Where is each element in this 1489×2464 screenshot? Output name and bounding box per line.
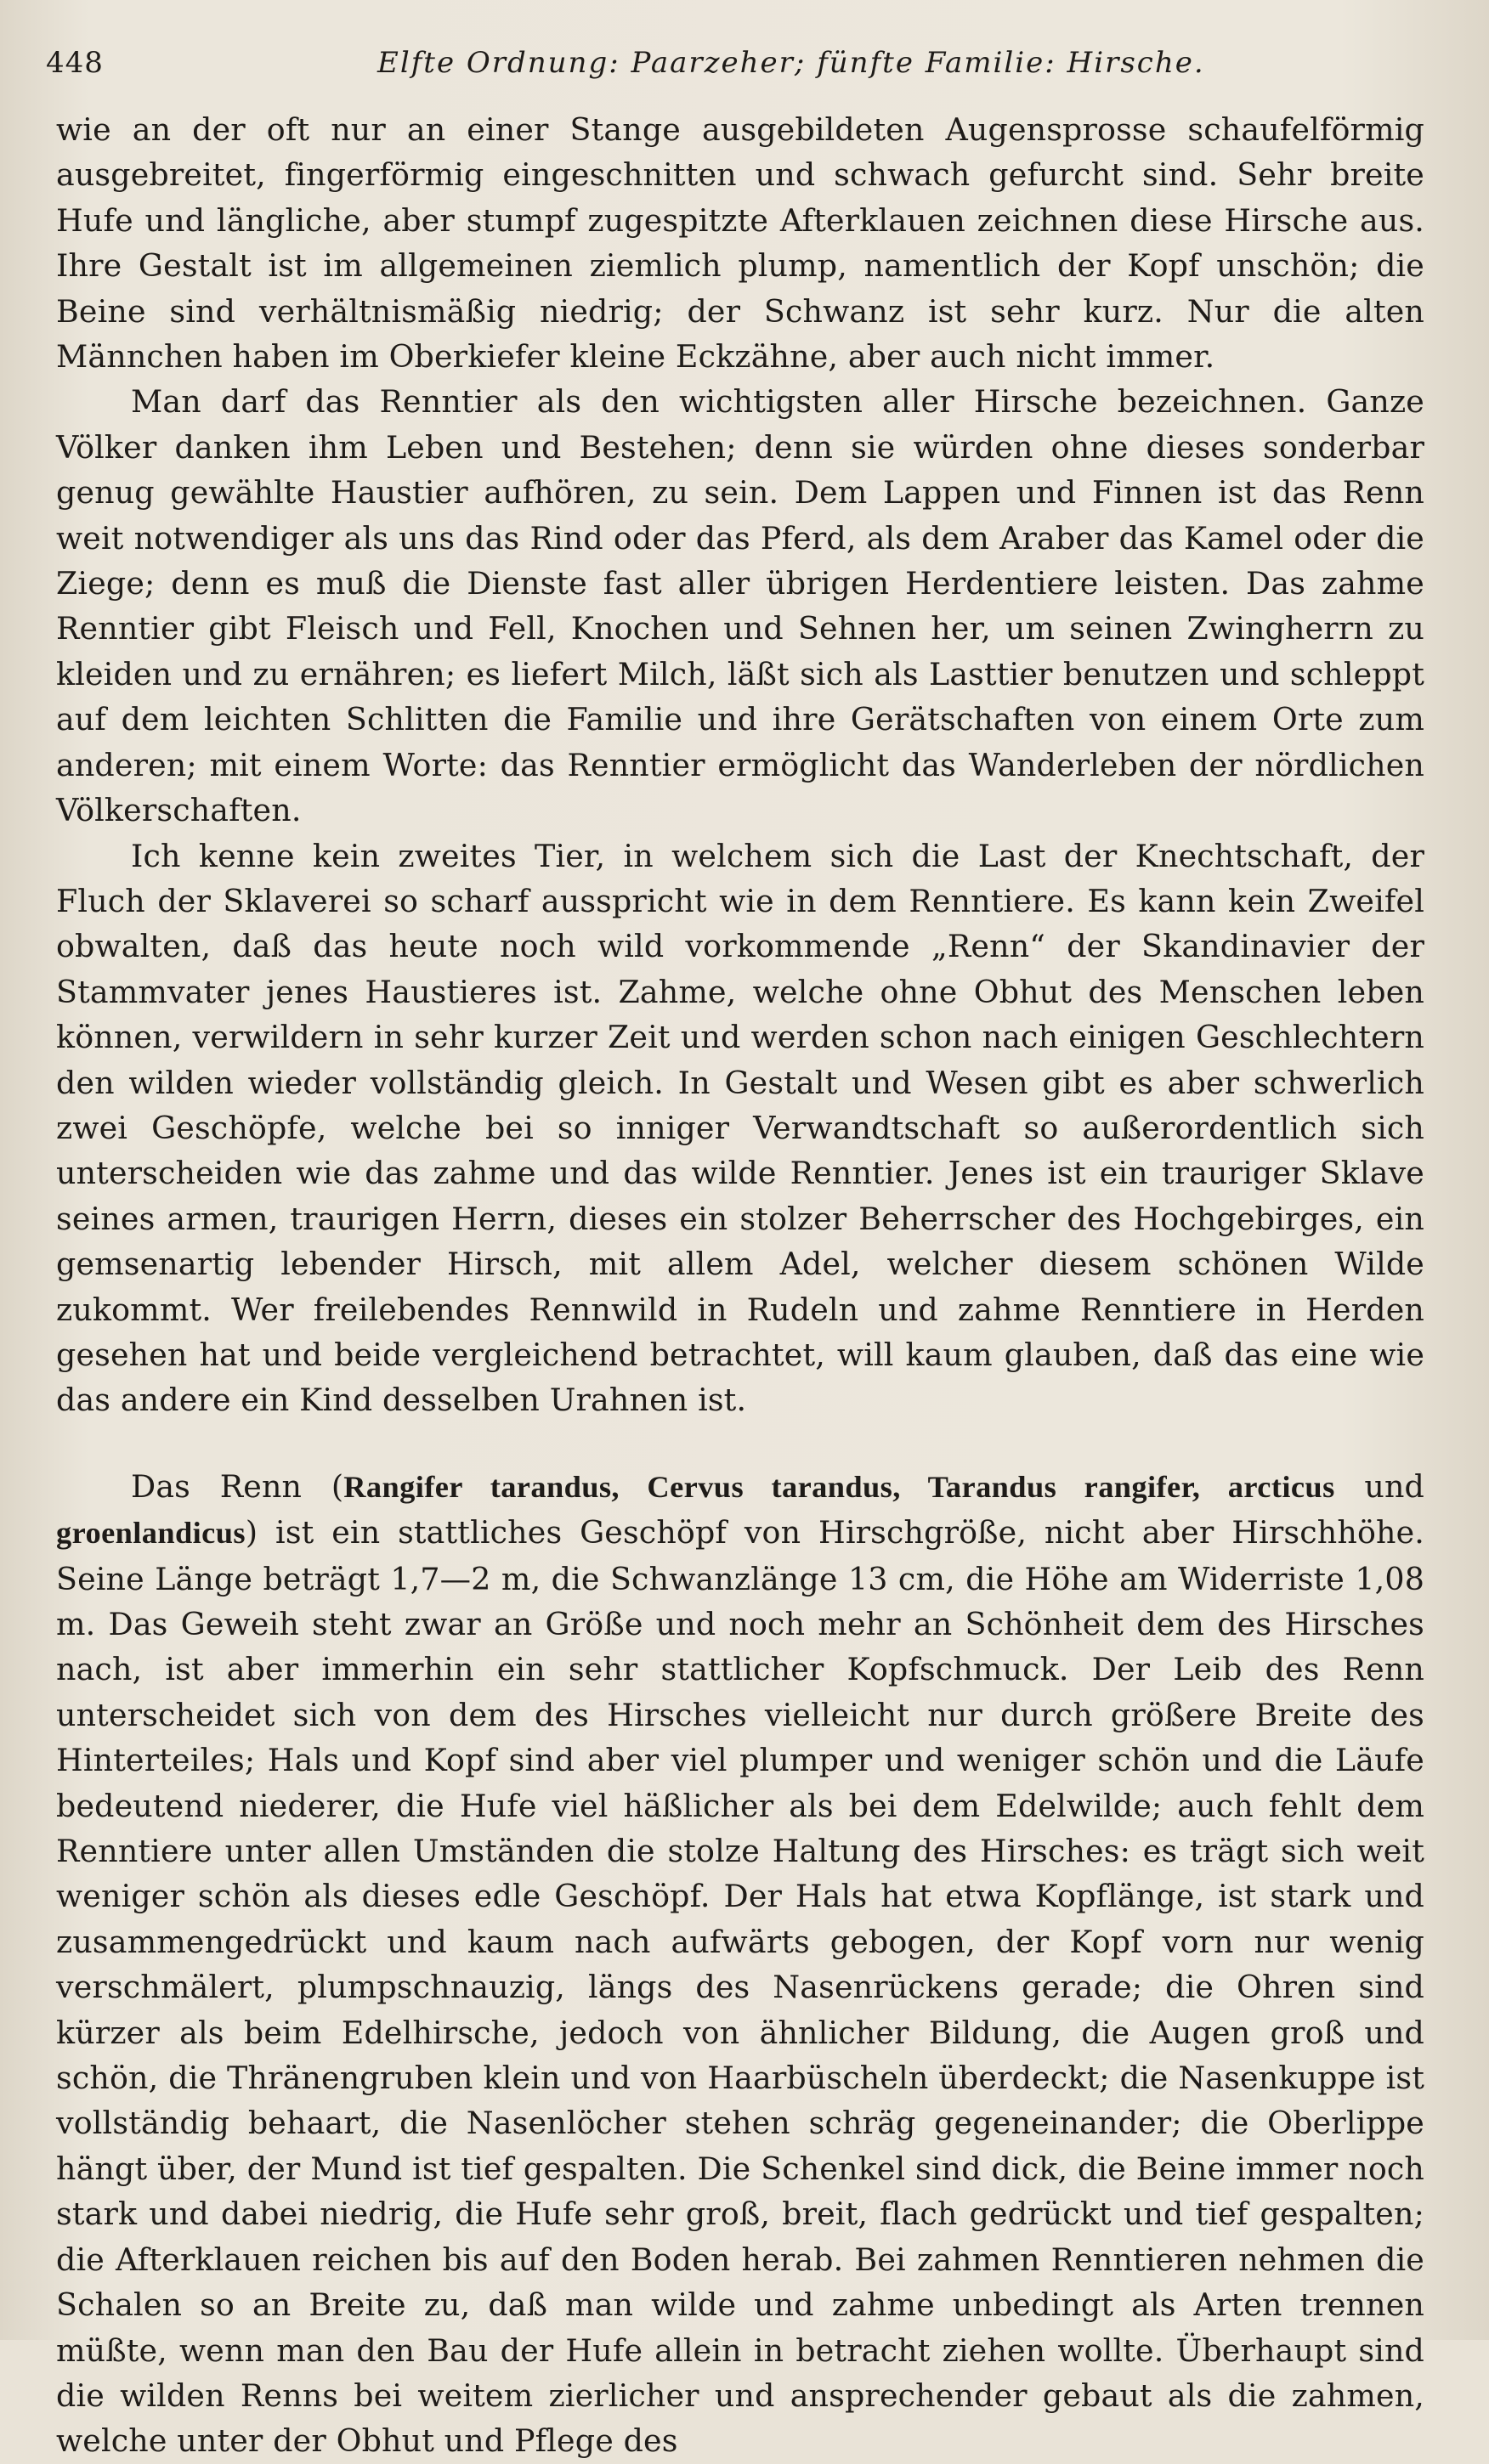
paragraph-continuation: wie an der oft nur an einer Stange ausgebildeten Augensprosse schaufelförmig ausgebreitet, fingerförmig eingeschnitten und schwach gefurcht sind. Sehr breite Hufe und längliche, aber stumpf zugespitzte Afterklauen zeichnen diese Hirsche aus. Ihre Gestalt ist im allgemeinen ziemlich plump, namentlich der Kopf unschön; die Beine sind verhältnismäßig niedrig; der Schwanz ist sehr kurz. Nur die alten Männchen haben im Oberkiefer kleine Eckzähne, aber auch nicht immer. — [56, 111, 1424, 376]
species-latin-names: Rangifer tarandus, Cervus tarandus, Tarandus rangifer, arcticus — [343, 1469, 1335, 1504]
page-header — [46, 41, 1423, 92]
paragraph-species-description — [56, 1464, 1424, 2464]
paragraph-renntier-importance: Man darf das Renntier als den wichtigsten aller Hirsche bezeichnen. Ganze Völker danken ihm Leben und Bestehen; denn sie würden ohne dieses sonderbar genug gewählte Haustier aufhören, zu sein. Dem Lappen und Finnen ist das Renn weit notwendiger als uns das Rind oder das Pferd, als dem Araber das Kamel oder die Ziege; denn es muß die Dienste fast aller übrigen Herdentiere leisten. Das zahme Renntier gibt Fleisch und Fell, Knochen und Sehnen her, um seinen Zwingherrn zu kleiden und zu ernähren; es liefert Milch, läßt sich als Lasttier benutzen und schleppt auf dem leichten Schlitten die Familie und ihre Gerätschaften von einem Orte zum anderen; mit einem Worte: das Renntier ermöglicht das Wanderleben der nördlichen Völkerschaften. — [56, 383, 1424, 829]
section-gap — [56, 1423, 1424, 1464]
body-text — [56, 107, 1424, 2464]
species-latin-names-2: groenlandicus — [56, 1516, 246, 1551]
page-number: 448 — [46, 46, 104, 80]
species-lead: Das Renn ( — [131, 1467, 344, 1505]
species-connector: und — [1334, 1467, 1424, 1505]
paragraph-domestication: Ich kenne kein zweites Tier, in welchem sich die Last der Knechtschaft, der Fluch der Sklaverei so scharf ausspricht wie in dem Renntiere. Es kann kein Zweifel obwalten, daß das heute noch wild vorkommende „Renn“ der Skandinavier der Stammvater jenes Haustieres ist. Zahme, welche ohne Obhut des Menschen leben können, verwildern in sehr kurzer Zeit und werden schon nach einigen Geschlechtern den wilden wieder vollständig gleich. In Gestalt und Wesen gibt es aber schwerlich zwei Geschöpfe, welche bei so inniger Verwandtschaft so außerordentlich sich unterscheiden wie das zahme und das wilde Renntier. Jenes ist ein trauriger Sklave seines armen, traurigen Herrn, dieses ein stolzer Beherrscher des Hochgebirges, ein gemsenartig lebender Hirsch, mit allem Adel, welcher diesem schönen Wilde zukommt. Wer freilebendes Rennwild in Rudeln und zahme Renntiere in Herden gesehen hat und beide vergleichend betrachtet, will kaum glauben, daß das eine wie das andere ein Kind desselben Urahnen ist. — [56, 837, 1424, 1419]
species-description-text: ) ist ein stattliches Geschöpf von Hirschgröße, nicht aber Hirschhöhe. Seine Länge beträgt 1,7—2 m, die Schwanzlänge 13 cm, die Höhe am Widerriste 1,08 m. Das Geweih steht zwar an Größe und noch mehr an Schönheit dem des Hirsches nach, ist aber immerhin ein sehr stattlicher Kopfschmuck. Der Leib des Renn unterscheidet sich von dem des Hirsches vielleicht nur durch größere Breite des Hinterteiles; Hals und Kopf sind aber viel plumper und weniger schön und die Läufe bedeutend niederer, die Hufe viel häßlicher als bei dem Edelwilde; auch fehlt dem Renntiere unter allen Umständen die stolze Haltung des Hirsches: es trägt sich weit weniger schön als dieses edle Geschöpf. Der Hals hat etwa Kopflänge, ist stark und zusammengedrückt und kaum nach aufwärts gebogen, der Kopf vorn nur wenig verschmälert, plumpschnauzig, längs des Nasenrückens gerade; die Ohren sind kürzer als beim Edelhirsche, jedoch von ähnlicher Bildung, die Augen groß und schön, die Thränengruben klein und von Haarbüscheln überdeckt; die Nasenkuppe ist vollständig behaart, die Nasenlöcher stehen schräg gegeneinander; die Oberlippe hängt über, der Mund ist tief gespalten. Die Schenkel sind dick, die Beine immer noch stark und dabei niedrig, die Hufe sehr groß, breit, flach gedrückt und tief gespalten; die Afterklauen reichen bis auf den Boden herab. Bei zahmen Renntieren nehmen die Schalen so an Breite zu, daß man wilde und zahme unbedingt als Arten trennen müßte, wenn man den Bau der Hufe allein in betracht ziehen wollte. Überhaupt sind die wilden Renns bei weitem zierlicher und ansprechender gebaut als die zahmen, welche unter der Obhut und Pflege des — [56, 1514, 1424, 2460]
running-head: Elfte Ordnung: Paarzeher; fünfte Familie: Hirsche. — [377, 46, 1205, 80]
